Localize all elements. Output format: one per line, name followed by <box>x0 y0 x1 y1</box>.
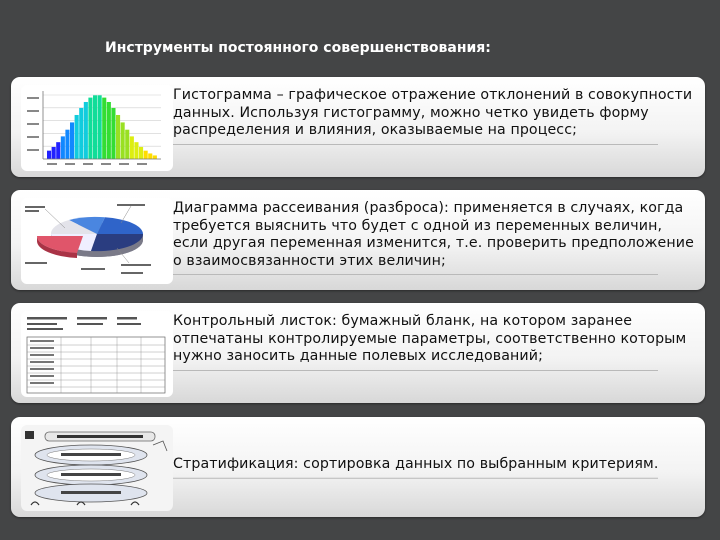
histogram-thumb-bar <box>56 142 60 159</box>
check-sheet-image <box>21 311 173 397</box>
histogram-thumb-bar <box>130 136 134 159</box>
histogram-thumb-bar <box>111 108 115 159</box>
tool-item-histogram <box>11 77 705 177</box>
tool-item-stratification <box>11 417 705 517</box>
histogram-thumb-bar <box>65 130 69 159</box>
slide-title: Инструменты постоянного совершенствования: <box>105 40 491 56</box>
stratification-image <box>21 425 173 511</box>
histogram-thumb-bar <box>134 142 138 159</box>
tool-item-scatter-diagram <box>11 190 705 290</box>
histogram-thumb-bar <box>84 102 88 159</box>
histogram-thumb-bar <box>107 102 111 159</box>
scatter-diagram-description: Диаграмма рассеивания (разброса): применяется в случаях, когда требуется выяснить что будет с одной из переменных величин, если другая переменная изменится, т.е. проверить предположение о взаимосвязанности этих величин; <box>173 200 698 275</box>
histogram-thumb-bar <box>98 95 102 159</box>
histogram-thumb-bar <box>52 147 56 159</box>
histogram-thumb-bar <box>75 115 79 159</box>
histogram-thumb-bar <box>70 122 74 159</box>
tool-item-check-sheet <box>11 303 705 403</box>
histogram-thumb-bar <box>88 98 92 159</box>
stratification-description: Стратификация: сортировка данных по выбранным критериям. <box>173 456 698 479</box>
pie-chart-image <box>21 198 173 284</box>
histogram-thumb-bar <box>139 147 143 159</box>
histogram-thumb-bar <box>125 130 129 159</box>
histogram-image <box>21 85 173 171</box>
check-sheet-description: Контрольный листок: бумажный бланк, на котором заранее отпечатаны контролируемые параметры, соответственно которым нужно заносить данные полевых исследований; <box>173 313 698 371</box>
histogram-thumb-bar <box>61 136 65 159</box>
histogram-thumb-bar <box>153 155 157 159</box>
histogram-thumb-bar <box>121 122 125 159</box>
histogram-thumb-bar <box>79 108 83 159</box>
histogram-thumb-bar <box>144 151 148 159</box>
histogram-thumb-bar <box>93 95 97 159</box>
histogram-description: Гистограмма – графическое отражение отклонений в совокупности данных. Используя гистограмму, можно четко увидеть форму распределения и влияния, оказываемые на процесс; <box>173 87 698 145</box>
histogram-thumb-bar <box>116 115 120 159</box>
histogram-thumb-bar <box>102 98 106 159</box>
histogram-thumb-bar <box>47 151 51 159</box>
histogram-thumb-bar <box>148 153 152 159</box>
